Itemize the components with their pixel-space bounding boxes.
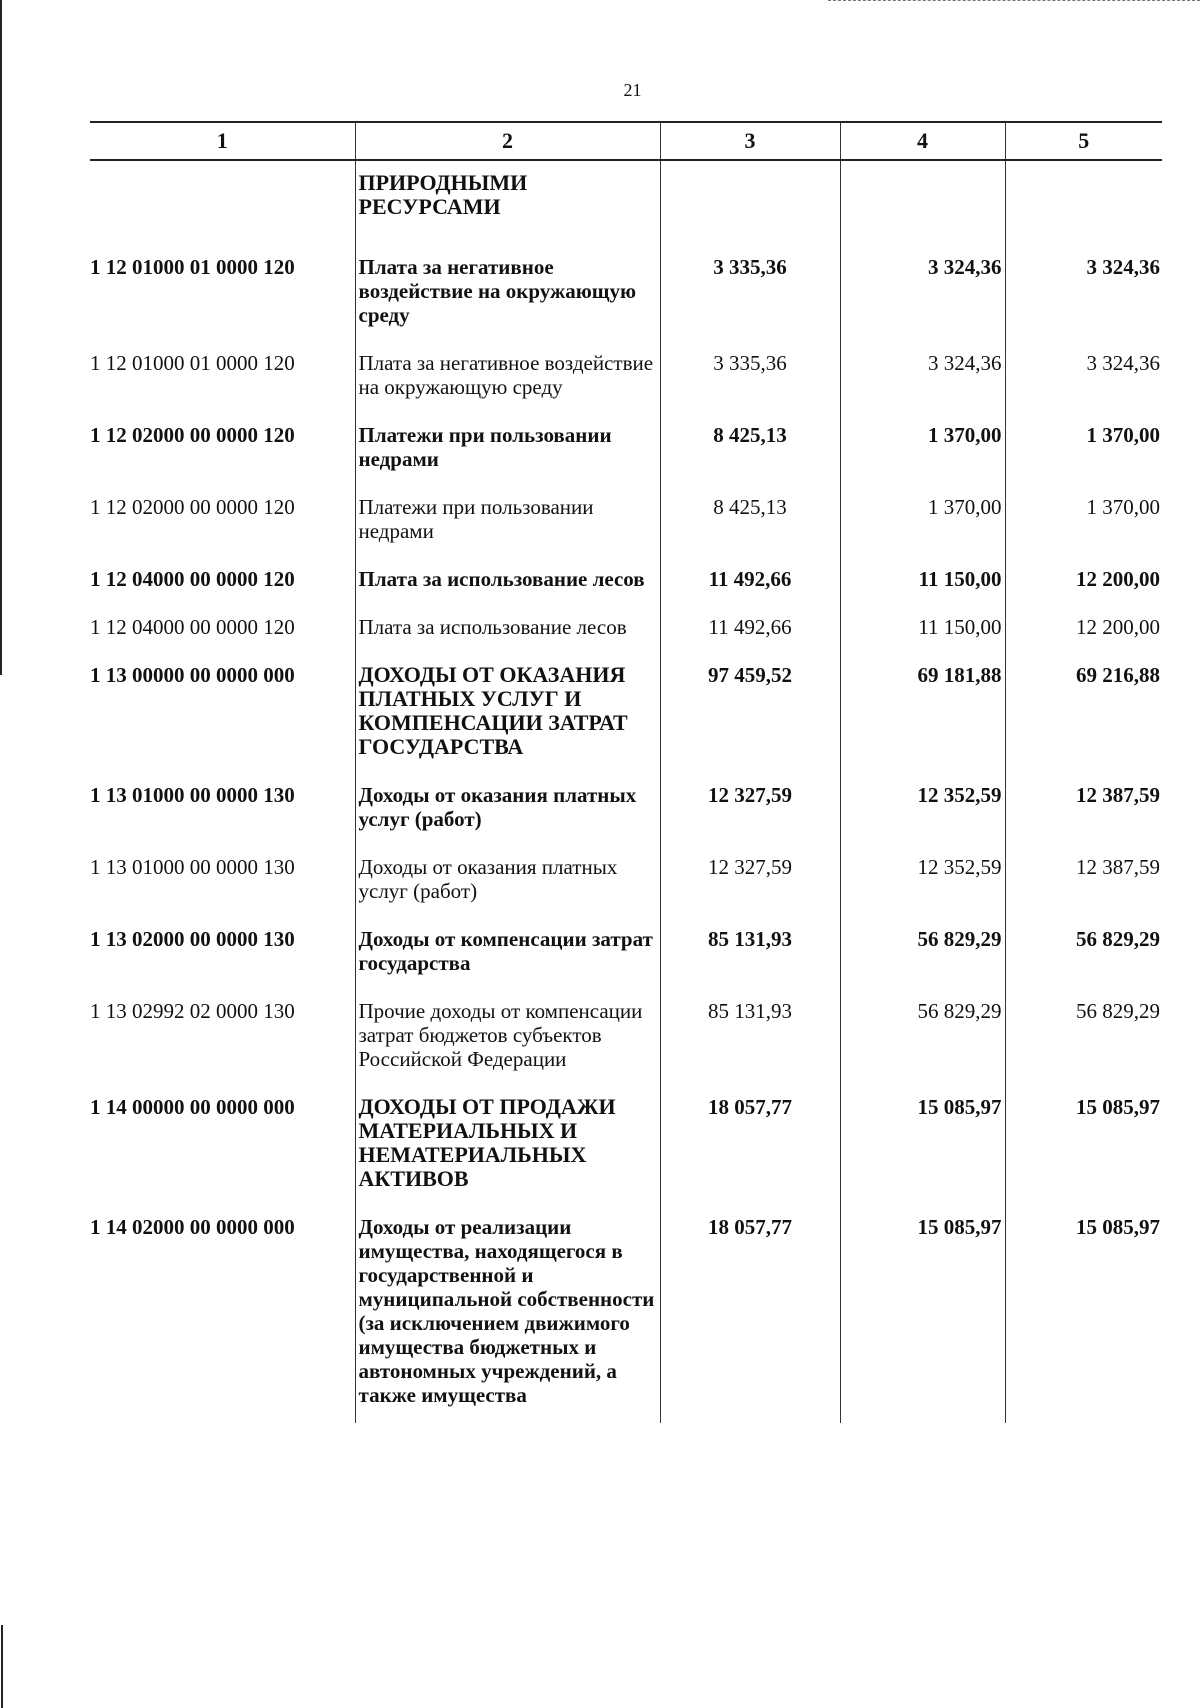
table-row xyxy=(90,160,1162,247)
scan-border-left-bottom xyxy=(1,1625,3,1708)
value-col4-cell: 1 370,00 xyxy=(840,487,1005,559)
table-row xyxy=(90,919,1162,991)
table-row xyxy=(90,775,1162,847)
value-col5-cell: 69 216,88 xyxy=(1005,655,1162,775)
value-col4-cell xyxy=(840,160,1005,247)
value-col5-cell: 56 829,29 xyxy=(1005,919,1162,991)
value-col3-cell: 85 131,93 xyxy=(660,991,840,1087)
revenue-name-cell: Доходы от компенсации затрат государства xyxy=(355,919,660,991)
value-col4-cell: 3 324,36 xyxy=(840,343,1005,415)
budget-code-cell: 1 13 01000 00 0000 130 xyxy=(90,855,295,879)
value-col4-cell: 11 150,00 xyxy=(840,559,1005,607)
budget-code-cell: 1 12 04000 00 0000 120 xyxy=(90,615,295,639)
revenue-name-cell: Плата за использование лесов xyxy=(355,607,660,655)
value-col5-cell: 15 085,97 xyxy=(1005,1207,1162,1423)
table-header xyxy=(90,122,1162,160)
scan-border-top xyxy=(828,0,1200,2)
table-row xyxy=(90,247,1162,343)
value-col4-cell: 15 085,97 xyxy=(840,1087,1005,1207)
value-col4-cell: 12 352,59 xyxy=(840,847,1005,919)
table-row xyxy=(90,655,1162,775)
column-header-4: 4 xyxy=(840,122,1005,160)
revenue-name-cell: Доходы от оказания платных услуг (работ) xyxy=(355,847,660,919)
value-col5-cell: 1 370,00 xyxy=(1005,415,1162,487)
table-row xyxy=(90,1207,1162,1423)
revenue-name-cell: Доходы от оказания платных услуг (работ) xyxy=(355,775,660,847)
column-header-1: 1 xyxy=(90,122,355,160)
value-col5-cell: 12 200,00 xyxy=(1005,607,1162,655)
revenue-name-cell: Плата за негативное воздействие на окружающую среду xyxy=(355,343,660,415)
value-col5-cell: 3 324,36 xyxy=(1005,343,1162,415)
table-row xyxy=(90,847,1162,919)
budget-code-cell: 1 13 00000 00 0000 000 xyxy=(90,663,295,687)
table-row xyxy=(90,559,1162,607)
revenue-name-cell: Платежи при пользовании недрами xyxy=(355,487,660,559)
revenue-name-cell: ДОХОДЫ ОТ ПРОДАЖИ МАТЕРИАЛЬНЫХ И НЕМАТЕРИАЛЬНЫХ АКТИВОВ xyxy=(355,1087,660,1207)
value-col5-cell: 1 370,00 xyxy=(1005,487,1162,559)
value-col5-cell: 12 387,59 xyxy=(1005,775,1162,847)
budget-code-cell: 1 12 01000 01 0000 120 xyxy=(90,351,295,375)
value-col4-cell: 11 150,00 xyxy=(840,607,1005,655)
revenue-name-cell: Прочие доходы от компенсации затрат бюджетов субъектов Российской Федерации xyxy=(355,991,660,1087)
revenue-name-cell: ПРИРОДНЫМИ РЕСУРСАМИ xyxy=(355,160,660,247)
column-header-3: 3 xyxy=(660,122,840,160)
value-col3-cell: 8 425,13 xyxy=(660,487,840,559)
table-row xyxy=(90,343,1162,415)
value-col3-cell xyxy=(660,160,840,247)
table-body xyxy=(90,160,1162,1423)
revenue-name-cell: Плата за использование лесов xyxy=(355,559,660,607)
budget-code-cell: 1 12 04000 00 0000 120 xyxy=(90,567,295,591)
value-col4-cell: 69 181,88 xyxy=(840,655,1005,775)
revenue-name-cell: Доходы от реализации имущества, находящегося в государственной и муниципальной собственности (за исключением движимого имущества бюджетных и автономных учреждений, а также имущества xyxy=(355,1207,660,1423)
value-col4-cell: 15 085,97 xyxy=(840,1207,1005,1423)
value-col5-cell: 56 829,29 xyxy=(1005,991,1162,1087)
value-col5-cell: 15 085,97 xyxy=(1005,1087,1162,1207)
value-col3-cell: 3 335,36 xyxy=(660,247,840,343)
table-row xyxy=(90,991,1162,1087)
budget-code-cell: 1 12 02000 00 0000 120 xyxy=(90,423,295,447)
value-col5-cell: 12 387,59 xyxy=(1005,847,1162,919)
value-col3-cell: 18 057,77 xyxy=(660,1207,840,1423)
budget-code-cell: 1 13 02000 00 0000 130 xyxy=(90,927,295,951)
budget-code-cell: 1 12 02000 00 0000 120 xyxy=(90,495,295,519)
budget-code-cell: 1 13 01000 00 0000 130 xyxy=(90,783,295,807)
budget-revenue-table xyxy=(90,121,1162,1423)
value-col4-cell: 56 829,29 xyxy=(840,919,1005,991)
value-col3-cell: 97 459,52 xyxy=(660,655,840,775)
value-col3-cell: 11 492,66 xyxy=(660,559,840,607)
value-col3-cell: 12 327,59 xyxy=(660,847,840,919)
scan-border-left xyxy=(0,0,2,675)
table-row xyxy=(90,1087,1162,1207)
budget-code-cell: 1 14 02000 00 0000 000 xyxy=(90,1215,295,1239)
budget-code-cell: 1 14 00000 00 0000 000 xyxy=(90,1095,295,1119)
page-number: 21 xyxy=(623,80,642,100)
value-col3-cell: 12 327,59 xyxy=(660,775,840,847)
revenue-name-cell: Плата за негативное воздействие на окружающую среду xyxy=(355,247,660,343)
value-col4-cell: 12 352,59 xyxy=(840,775,1005,847)
value-col3-cell: 85 131,93 xyxy=(660,919,840,991)
value-col5-cell: 3 324,36 xyxy=(1005,247,1162,343)
revenue-name-cell: Платежи при пользовании недрами xyxy=(355,415,660,487)
table-row xyxy=(90,487,1162,559)
value-col3-cell: 11 492,66 xyxy=(660,607,840,655)
budget-code-cell: 1 12 01000 01 0000 120 xyxy=(90,255,295,279)
table-row xyxy=(90,415,1162,487)
revenue-name-cell: ДОХОДЫ ОТ ОКАЗАНИЯ ПЛАТНЫХ УСЛУГ И КОМПЕНСАЦИИ ЗАТРАТ ГОСУДАРСТВА xyxy=(355,655,660,775)
value-col4-cell: 56 829,29 xyxy=(840,991,1005,1087)
budget-code-cell xyxy=(90,160,355,247)
column-header-2: 2 xyxy=(355,122,660,160)
value-col4-cell: 1 370,00 xyxy=(840,415,1005,487)
value-col3-cell: 3 335,36 xyxy=(660,343,840,415)
value-col5-cell: 12 200,00 xyxy=(1005,559,1162,607)
budget-code-cell: 1 13 02992 02 0000 130 xyxy=(90,999,295,1023)
value-col4-cell: 3 324,36 xyxy=(840,247,1005,343)
table-row xyxy=(90,607,1162,655)
column-header-5: 5 xyxy=(1005,122,1162,160)
value-col3-cell: 18 057,77 xyxy=(660,1087,840,1207)
value-col3-cell: 8 425,13 xyxy=(660,415,840,487)
value-col5-cell xyxy=(1005,160,1162,247)
